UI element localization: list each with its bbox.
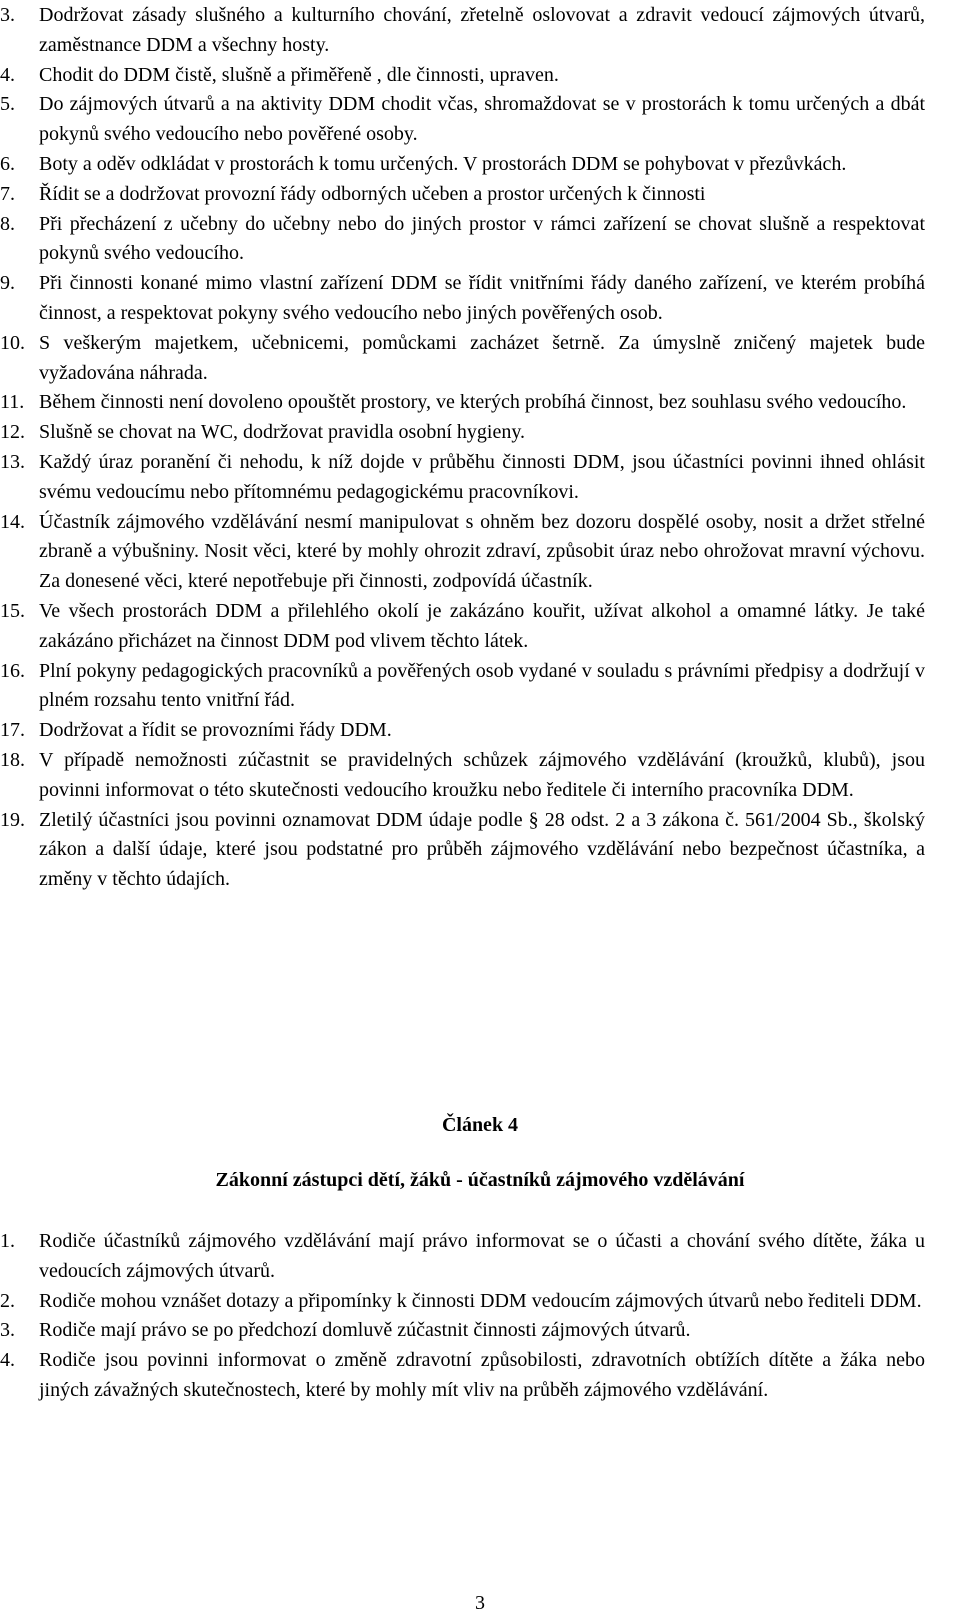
list-item bbox=[0, 597, 925, 657]
item-number: 3. bbox=[0, 1319, 15, 1342]
item-number: 4. bbox=[0, 63, 15, 86]
item-number: 19. bbox=[0, 808, 25, 831]
list-item bbox=[0, 1316, 925, 1346]
item-number: 8. bbox=[0, 212, 15, 235]
item-text: V případě nemožnosti zúčastnit se pravidelných schůzek zájmového vzdělávání (kroužků, klubů), jsou povinni informovat o této skutečnosti vedoucího kroužku nebo ředitele či interního pracovníka DDM. bbox=[39, 748, 925, 801]
list-item bbox=[0, 1227, 925, 1287]
rules-list bbox=[0, 1, 960, 895]
item-number: 11. bbox=[0, 391, 25, 414]
item-number: 1. bbox=[0, 1230, 15, 1252]
list-item bbox=[0, 716, 925, 746]
item-text: S veškerým majetkem, učebnicemi, pomůckami zacházet šetrně. Za úmyslně zničený majetek bude vyžadována náhrada. bbox=[39, 331, 925, 384]
page-number: 3 bbox=[475, 1592, 485, 1614]
item-text: Chodit do DDM čistě, slušně a přiměřeně , dle činnosti, upraven. bbox=[39, 63, 559, 86]
article-subtitle: Zákonní zástupci dětí, žáků - účastníků zájmového vzdělávání bbox=[215, 1169, 745, 1191]
list-item bbox=[0, 418, 925, 448]
item-text: Účastník zájmového vzdělávání nesmí manipulovat s ohněm bez dozoru dospělé osoby, nosit a držet střelné zbraně a výbušniny. Nosit věci, které by mohly ohrozit zdraví, způsobit úraz nebo ohrožovat mravní výchovu. Za donesené věci, které nepotřebuje při činnosti, zodpovídá účastník. bbox=[39, 510, 925, 593]
item-number: 3. bbox=[0, 4, 15, 26]
item-text: Rodiče mají právo se po předchozí domluvě zúčastnit činnosti zájmových útvarů. bbox=[39, 1319, 691, 1342]
list-item bbox=[0, 329, 925, 389]
list-item bbox=[0, 150, 925, 180]
item-number: 9. bbox=[0, 272, 15, 295]
article-title: Článek 4 bbox=[441, 1114, 519, 1136]
item-text: Do zájmových útvarů a na aktivity DDM chodit včas, shromaždovat se v prostorách k tomu určených a dbát pokynů svého vedoucího nebo pověřené osoby. bbox=[39, 93, 925, 146]
list-item bbox=[0, 61, 925, 91]
item-text: Boty a oděv odkládat v prostorách k tomu určených. V prostorách DDM se pohybovat v přezůvkách. bbox=[39, 152, 847, 175]
item-number: 18. bbox=[0, 748, 25, 771]
list-item bbox=[0, 806, 925, 895]
item-number: 15. bbox=[0, 599, 25, 622]
list-item bbox=[0, 210, 925, 270]
list-item bbox=[0, 1, 925, 61]
list-item bbox=[0, 269, 925, 329]
item-text: Dodržovat a řídit se provozními řády DDM. bbox=[39, 719, 392, 742]
list-item bbox=[0, 657, 925, 717]
item-number: 5. bbox=[0, 93, 15, 116]
item-number: 2. bbox=[0, 1289, 15, 1312]
item-number: 16. bbox=[0, 659, 25, 682]
item-text: Při přecházení z učebny do učebny nebo do jiných prostor v rámci zařízení se chovat slušně a respektovat pokynů svého vedoucího. bbox=[39, 212, 925, 265]
item-number: 4. bbox=[0, 1349, 15, 1372]
item-text: Rodiče jsou povinni informovat o změně zdravotní způsobilosti, zdravotních obtížích dítěte a žáka nebo jiných závažných skutečnostech, které by mohly mít vliv na průběh zájmového vzdělávání. bbox=[39, 1349, 925, 1401]
item-text: Řídit se a dodržovat provozní řády odborných učeben a prostor určených k činnosti bbox=[39, 182, 706, 205]
item-number: 6. bbox=[0, 152, 15, 175]
list-item bbox=[0, 508, 925, 597]
item-text: Plní pokyny pedagogických pracovníků a pověřených osob vydané v souladu s právními předpisy a dodržují v plném rozsahu tento vnitřní řád. bbox=[39, 659, 925, 712]
item-text: Slušně se chovat na WC, dodržovat pravidla osobní hygieny. bbox=[39, 421, 526, 444]
list-item bbox=[0, 1346, 925, 1406]
list-item bbox=[0, 746, 925, 806]
list-item bbox=[0, 90, 925, 150]
list-item bbox=[0, 180, 925, 210]
item-text: Při činnosti konané mimo vlastní zařízení DDM se řídit vnitřními řády daného zařízení, ve kterém probíhá činnost, a respektovat pokyny svého vedoucího nebo jiných pověřených osob. bbox=[39, 272, 925, 324]
item-text: Každý úraz poranění či nehodu, k níž dojde v průběhu činnosti DDM, jsou účastníci povinni ihned ohlásit svému vedoucímu nebo přítomnému pedagogickému pracovníkovi. bbox=[39, 450, 925, 503]
item-text: Zletilý účastníci jsou povinni oznamovat DDM údaje podle § 28 odst. 2 a 3 zákona č. 561/2004 Sb., školský zákon a další údaje, které jsou podstatné pro průběh zájmového vzdělávání nebo bezpečnost účastníka, a změny v těchto údajích. bbox=[39, 808, 925, 891]
item-text: Rodiče mohou vznášet dotazy a připomínky k činnosti DDM vedoucím zájmových útvarů nebo řediteli DDM. bbox=[39, 1289, 922, 1312]
item-number: 10. bbox=[0, 331, 25, 354]
item-text: Ve všech prostorách DDM a přilehlého okolí je zakázáno kouřit, užívat alkohol a omamné látky. Je také zakázáno přicházet na činnost DDM pod vlivem těchto látek. bbox=[39, 599, 925, 652]
list-item bbox=[0, 1287, 925, 1317]
item-number: 12. bbox=[0, 421, 25, 444]
list-item bbox=[0, 388, 925, 418]
list-item bbox=[0, 448, 925, 508]
item-number: 13. bbox=[0, 450, 25, 473]
item-text: Během činnosti není dovoleno opouštět prostory, ve kterých probíhá činnost, bez souhlasu svého vedoucího. bbox=[39, 391, 907, 414]
item-number: 17. bbox=[0, 719, 25, 742]
parents-list bbox=[0, 1227, 960, 1406]
item-text: Rodiče účastníků zájmového vzdělávání mají právo informovat se o účasti a chování svého dítěte, žáka u vedoucích zájmových útvarů. bbox=[39, 1230, 925, 1282]
item-number: 7. bbox=[0, 182, 15, 205]
item-number: 14. bbox=[0, 510, 25, 533]
item-text: Dodržovat zásady slušného a kulturního chování, zřetelně oslovovat a zdravit vedoucí zájmových útvarů, zaměstnance DDM a všechny hosty. bbox=[39, 4, 925, 56]
